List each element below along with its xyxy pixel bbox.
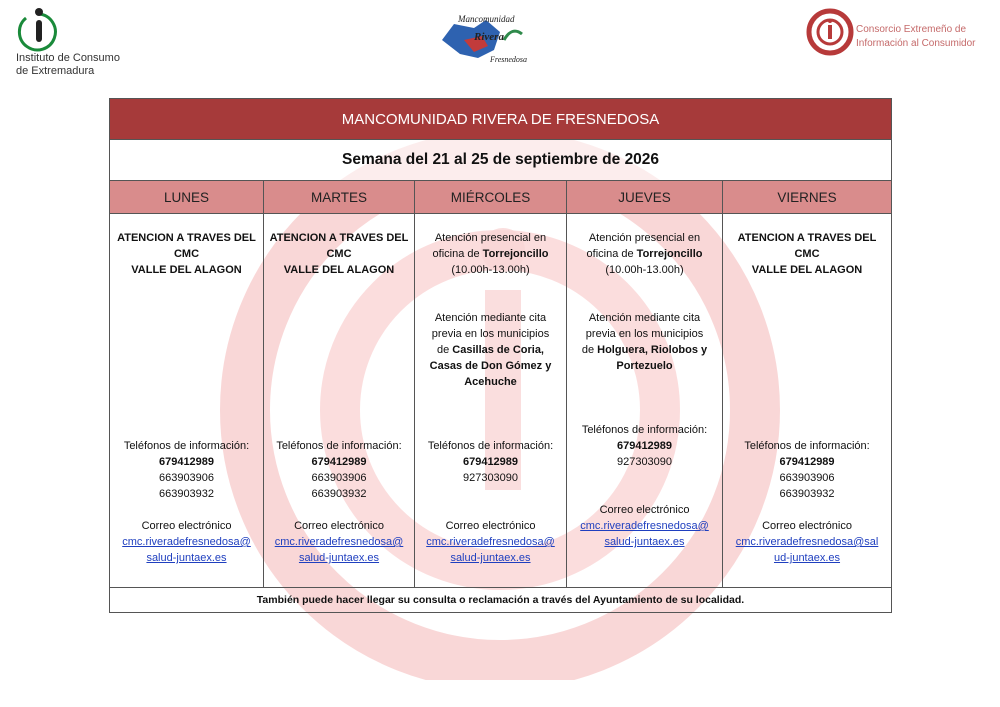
week-row [110,140,892,181]
email-link[interactable]: cmc.riveradefresnedosa@sal ud-juntaex.es [735,536,879,564]
email-link[interactable]: cmc.riveradefresnedosa@ salud-juntaex.es [274,536,404,564]
email-label: Correo electrónico [294,520,384,532]
martes-attention: ATENCION A TRAVES DEL CMC VALLE DEL ALAGON [269,232,409,276]
day-header-lunes: LUNES [110,181,264,214]
phone-number: 679412989 [311,456,367,468]
phones-label: Teléfonos de información: [744,440,870,452]
footer-row [110,588,892,613]
day-header-jueves: JUEVES [567,181,723,214]
cell-martes [264,214,415,588]
week-heading: Semana del 21 al 25 de septiembre de 2026 [110,140,892,181]
martes-phones [266,438,412,502]
schedule-table [109,98,892,613]
phones-label: Teléfonos de información: [581,424,708,436]
consorcio-logo-icon [806,8,854,56]
email-label: Correo electrónico [762,520,852,532]
miercoles-cita: Atención mediante cita previa en los municipios de Casillas de Coria, Casas de Don Gómez y Acehuche [429,312,552,388]
logo-instituto-consumo [14,6,154,78]
instituto-line1: Instituto de Consumo [16,52,120,64]
jueves-phones [569,422,720,470]
phones-label: Teléfonos de información: [427,440,554,452]
phone-number: 663903932 [779,488,835,500]
cell-lunes [110,214,264,588]
table-title: MANCOMUNIDAD RIVERA DE FRESNEDOSA [110,99,892,140]
instituto-logo-icon [16,6,62,52]
mancomunidad-line3: Fresnedosa [490,55,528,64]
phone-number: 927303090 [462,472,519,484]
phone-number: 679412989 [158,456,215,468]
lunes-phones [112,438,261,502]
email-link[interactable]: cmc.riveradefresnedosa@ salud-juntaex.es [580,520,709,548]
day-header-martes: MARTES [264,181,415,214]
miercoles-email [417,518,564,566]
jueves-email [569,502,720,550]
miercoles-phones [417,438,564,486]
martes-email [266,518,412,566]
jueves-presencial: Atención presencial en oficina de Torrejoncillo (10.00h-13.00h) [586,232,703,276]
cell-jueves [567,214,723,588]
consorcio-line2: Información al Consumidor [856,38,976,49]
phone-number: 663903932 [158,488,215,500]
jueves-cita: Atención mediante cita previa en los municipios de Holguera, Riolobos y Portezuelo [581,312,708,372]
lunes-email [112,518,261,566]
mancomunidad-line2: Rivera [474,31,504,43]
cell-miercoles [415,214,567,588]
page-header [0,0,1000,90]
lunes-attention: ATENCION A TRAVES DEL CMC VALLE DEL ALAGON [117,232,256,276]
email-label: Correo electrónico [141,520,232,532]
phones-label: Teléfonos de información: [276,440,402,452]
title-row [110,99,892,140]
phone-number: 679412989 [616,440,673,452]
phone-number: 679412989 [462,456,519,468]
email-label: Correo electrónico [445,520,536,532]
phone-number: 663903906 [779,472,835,484]
phone-number: 663903906 [158,472,215,484]
viernes-email [725,518,889,566]
email-label: Correo electrónico [599,504,690,516]
viernes-attention: ATENCION A TRAVES DEL CMC VALLE DEL ALAGON [737,232,877,276]
viernes-phones [725,438,889,502]
phone-number: 927303090 [616,456,673,468]
email-link[interactable]: cmc.riveradefresnedosa@ salud-juntaex.es [122,536,251,564]
schedule-body-row [110,214,892,588]
day-header-miercoles: MIÉRCOLES [415,181,567,214]
phone-number: 663903932 [311,488,367,500]
phones-label: Teléfonos de información: [123,440,250,452]
logo-mancomunidad [434,10,534,68]
logo-consorcio [806,8,996,60]
miercoles-presencial: Atención presencial en oficina de Torrejoncillo (10.00h-13.00h) [432,232,549,276]
cell-viernes [723,214,892,588]
instituto-line2: de Extremadura [16,65,95,77]
mancomunidad-line1: Mancomunidad [458,14,515,24]
email-link[interactable]: cmc.riveradefresnedosa@ salud-juntaex.es [426,536,555,564]
consorcio-line1: Consorcio Extremeño de [856,24,967,35]
phone-number: 679412989 [779,456,835,468]
day-header-viernes: VIERNES [723,181,892,214]
phone-number: 663903906 [311,472,367,484]
days-header-row [110,181,892,214]
footer-note: También puede hacer llegar su consulta o reclamación a través del Ayuntamiento de su localidad. [110,588,892,613]
